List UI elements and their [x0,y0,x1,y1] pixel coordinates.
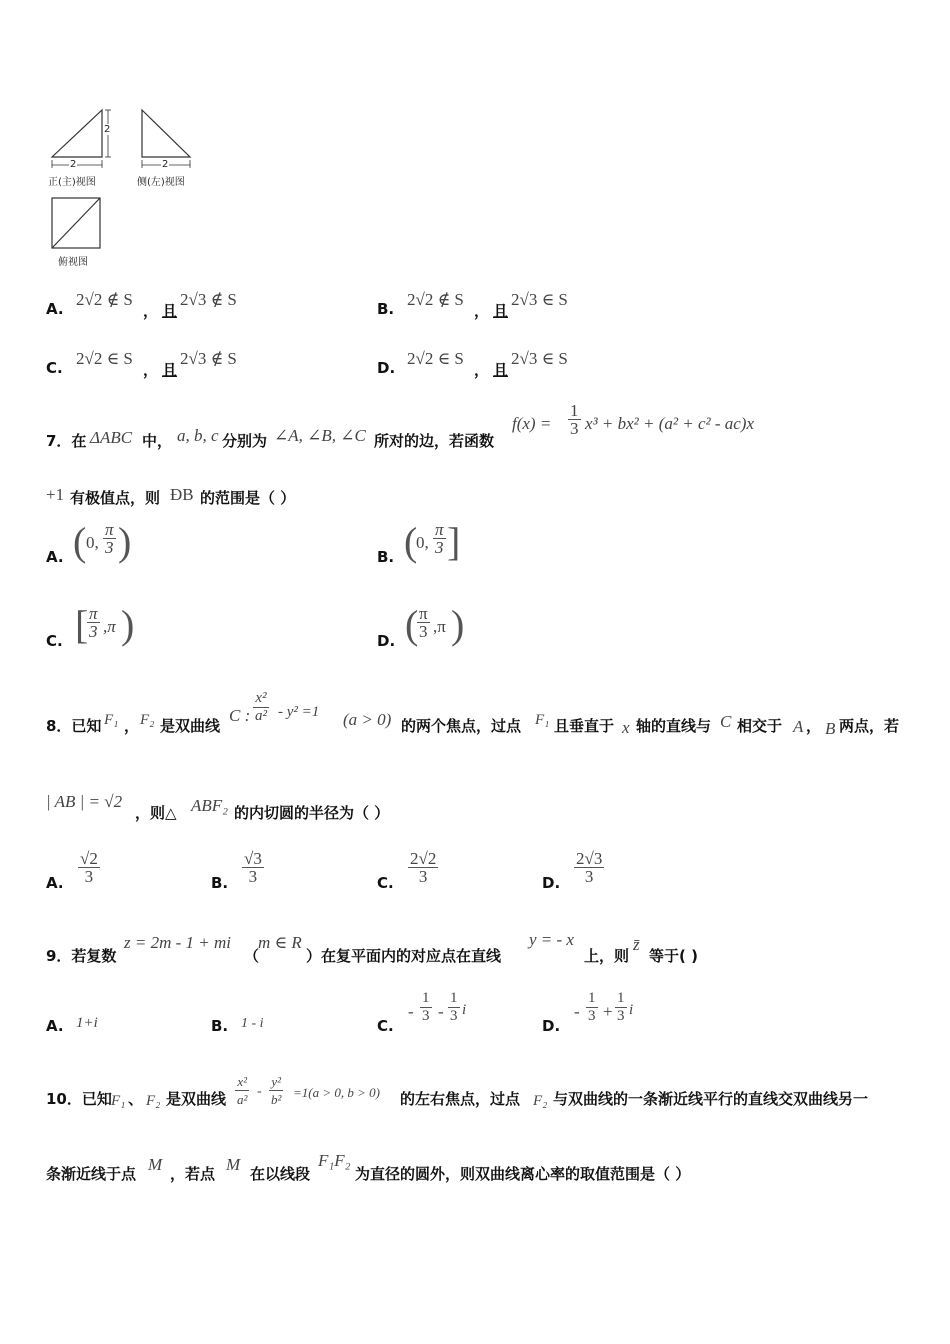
comma: ， [474,361,490,379]
denominator: 3 [584,867,594,886]
option-label: D. [542,874,561,892]
right-paren: ) [121,602,135,647]
math-expr: F₂ [146,1093,161,1109]
math-expr: x³ + bx² + (a² + c² - ac)x [585,414,755,433]
text: 是双曲线 [160,717,221,735]
option-label: B. [377,548,395,566]
and-word: 且 [493,361,509,379]
math-expr: 1+i [76,1015,98,1031]
numerator: √2 [80,849,98,868]
option-label: A. [46,874,64,892]
math-expr: 2√2 ∈ S [407,349,464,368]
text: 的左右焦点，过点 [400,1090,521,1108]
denominator: 3 [84,867,94,886]
denominator: a² [237,1092,248,1107]
denominator: 3 [617,1008,625,1024]
left-bracket: [ [75,602,89,647]
text: 且垂直于 [554,717,615,735]
option-label: B. [211,874,229,892]
text: 等于( ) [649,947,698,965]
minus-sign: - [574,1002,580,1021]
math-expr: M [148,1155,163,1174]
numerator: x² [255,690,267,706]
comma: ， [143,302,159,320]
math-expr: x [622,718,630,737]
plus-sign: + [603,1002,613,1021]
question-number: 9．若复数 [46,947,117,965]
denominator: 3 [248,867,258,886]
text: 轴的直线与 [636,717,712,735]
numerator: 1 [588,990,596,1006]
math-expr: | AB | = √2 [46,792,123,811]
text: ）在复平面内的对应点在直线 [306,947,502,965]
height-dim-label: 2 [104,124,111,135]
numerator: y² [271,1074,282,1089]
fraction [87,605,100,640]
option-label: A. [46,548,64,566]
option-label: D. [542,1017,561,1035]
numerator: π [89,604,98,623]
comma: ， [474,302,490,320]
option-label: B. [211,1017,229,1035]
math-expr: m ∈ R [258,933,302,952]
numerator: x² [237,1074,248,1089]
math-expr: z̄ [633,935,640,954]
math-expr: M [226,1155,241,1174]
fraction [78,850,100,885]
option-label: C. [46,632,63,650]
text: 有极值点，则 [70,489,161,507]
text: 的范围是（ ） [200,489,296,507]
numerator: 1 [570,401,579,420]
math-expr: 0, [416,533,429,552]
fraction [103,521,116,556]
denominator: 3 [450,1008,458,1024]
left-paren: ( [73,519,87,564]
fraction [615,990,627,1025]
right-paren: ) [451,602,465,647]
text: 是双曲线 [166,1090,227,1108]
math-expr: F₁ [111,1093,126,1109]
math-expr: 2√2 ∈ S [76,349,133,368]
fraction [253,690,269,725]
option-label: D. [377,359,396,377]
math-expr: 2√2 ∉ S [76,290,133,309]
denominator: 3 [89,622,98,641]
numerator: 1 [617,990,625,1006]
fraction [420,990,432,1025]
question-number: 7．在 [46,432,87,450]
text: 上，则 [584,947,630,965]
fraction [574,850,604,885]
fraction [568,402,581,437]
option-label: C. [46,359,63,377]
text: 所对的边，若函数 [374,432,495,450]
text: ， [124,717,140,735]
numerator: 1 [422,990,430,1006]
text: 两点，若 [839,717,900,735]
denominator: 3 [570,419,579,438]
math-expr: F₁ [104,712,119,728]
math-expr: F₁F₂ [318,1151,351,1170]
text: 、 [128,1090,144,1108]
text: 的两个焦点，过点 [401,717,522,735]
side-view-caption: 侧(左)视图 [137,177,185,188]
math-expr: B [825,719,836,738]
text: 与双曲线的一条渐近线平行的直线交双曲线另一 [553,1090,869,1108]
math-expr: 2√2 ∉ S [407,290,464,309]
text: 的内切圆的半径为（ ） [234,804,390,822]
math-expr: 2√3 ∈ S [511,349,568,368]
math-expr: 0, [86,533,99,552]
denominator: 3 [422,1008,430,1024]
option-label: A. [46,300,64,318]
option-label: D. [377,632,396,650]
and-word: 且 [162,361,178,379]
numerator: 2√2 [410,849,437,868]
minus-sign: - [408,1002,414,1021]
top-view-caption: 俯视图 [58,257,88,268]
math-expr: A [793,717,804,736]
text: ，则△ [135,804,177,822]
denominator: 3 [588,1008,596,1024]
fraction [417,605,430,640]
numerator: π [105,520,114,539]
math-expr: F₂ [140,712,155,728]
denominator: 3 [418,867,428,886]
math-expr: i [462,1002,467,1018]
math-expr: F₂ [533,1093,548,1109]
math-expr: 2√3 ∈ S [511,290,568,309]
text: 在以线段 [250,1165,311,1183]
numerator: 1 [450,990,458,1006]
and-word: 且 [162,302,178,320]
text: ，若点 [170,1165,216,1183]
denominator: b² [271,1092,282,1107]
text: 条渐近线于点 [46,1165,137,1183]
denominator: 3 [435,538,444,557]
math-expr: i [629,1002,634,1018]
math-expr: z = 2m - 1 + mi [124,933,231,952]
comma: ， [143,361,159,379]
question-number: 8．已知 [46,717,102,735]
option-label: C. [377,874,394,892]
question-number: 10．已知 [46,1090,112,1108]
math-expr: F₁ [535,712,550,728]
fraction [269,1073,283,1108]
fraction [448,990,460,1025]
math-expr: ΔABC [90,428,133,447]
numerator: √3 [244,849,262,868]
math-expr: (a > 0) [343,710,392,729]
math-expr: ∠A, ∠B, ∠C [274,426,366,445]
math-expr: f(x) = [512,414,552,433]
side-view-triangle [142,110,190,157]
text: 中， [142,432,173,450]
math-expr: - y² =1 [278,704,320,720]
fraction [433,521,446,556]
numerator: π [419,604,428,623]
math-expr: 2√3 ∉ S [180,290,237,309]
front-dim-label: 2 [70,159,77,170]
math-expr: +1 [46,485,65,504]
numerator: 2√3 [576,849,603,868]
option-label: C. [377,1017,394,1035]
denominator: a² [255,708,267,724]
denominator: 3 [419,622,428,641]
math-expr: C [720,712,732,731]
front-view-caption: 正(主)视图 [48,177,96,188]
text: 分别为 [222,432,268,450]
text: ， [806,717,822,735]
option-label: A. [46,1017,64,1035]
fraction [586,990,598,1025]
left-paren: ( [404,519,418,564]
and-word: 且 [493,302,509,320]
text: 相交于 [737,717,783,735]
front-view-triangle [52,110,102,157]
minus-sign: - [438,1002,444,1021]
left-paren: ( [405,602,419,647]
math-expr: y = - x [529,930,574,949]
text: 为直径的圆外，则双曲线离心率的取值范围是（ ） [355,1165,691,1183]
denominator: 3 [105,538,114,557]
fraction [242,850,264,885]
math-expr: ,π [433,617,446,636]
math-expr: =1(a > 0, b > 0) [293,1085,380,1100]
math-expr: 1 - i [241,1016,264,1031]
fraction [235,1073,249,1108]
math-expr: ÐB [170,485,194,504]
option-label: B. [377,300,395,318]
right-bracket: ] [447,519,461,564]
minus-sign: - [257,1084,262,1099]
fraction [408,850,438,885]
right-paren: ) [118,519,132,564]
side-dim-label: 2 [162,159,169,170]
math-expr: ,π [103,617,116,636]
math-expr: C : [229,706,251,725]
text: （ [244,947,260,965]
math-expr: 2√3 ∉ S [180,349,237,368]
numerator: π [435,520,444,539]
math-expr: ABF₂ [191,796,229,815]
math-expr: a, b, c [177,426,219,445]
